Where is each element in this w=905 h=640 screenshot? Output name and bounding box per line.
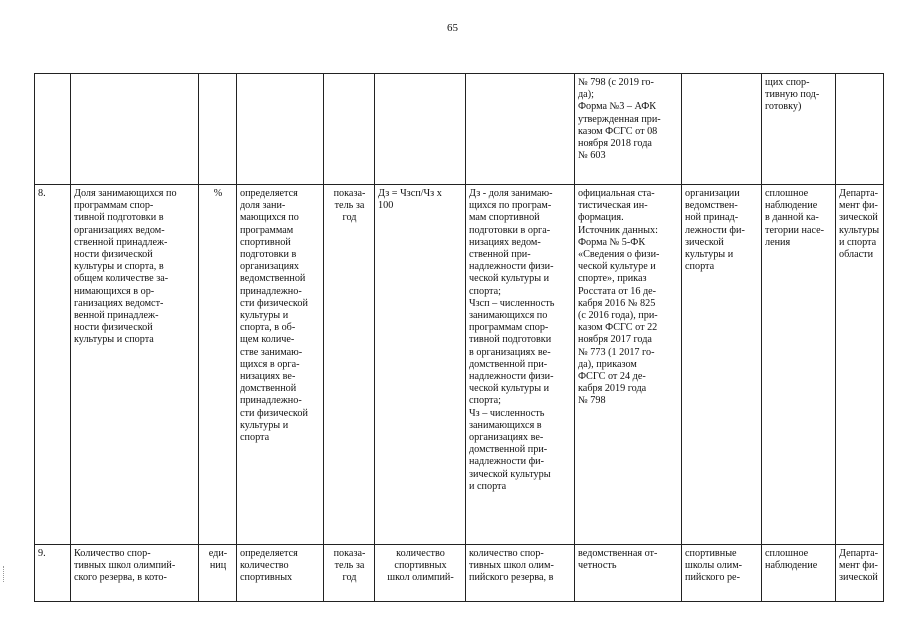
cell-responsible: Департа- мент фи- зической культуры и спорта области xyxy=(836,185,884,545)
cell-respondents: организации ведомствен- ной принад- лежности фи- зической культуры и спорта xyxy=(682,185,762,545)
scan-margin-mark xyxy=(3,566,7,582)
cell-source: № 798 (с 2019 го- да); Форма №3 – АФК утвержденная при- казом ФСГС от 08 ноября 2018 года № 603 xyxy=(575,74,682,185)
cell-observation: сплошное наблюдение xyxy=(762,545,836,602)
cell-num: 8. xyxy=(35,185,71,545)
cell-respondents: спортивные школы олим- пийского ре- xyxy=(682,545,762,602)
cell-definition: определяется доля зани- мающихся по программам спортивной подготовки в организациях ведомственной принадлежно- сти физической культуры и спорта, в об- щем количе- стве занимаю- щихся в орга- низациях ве- домственной принадлежно- сти физической культуры и спорта xyxy=(237,185,324,545)
table-row-8 xyxy=(35,185,884,545)
cell-num xyxy=(35,74,71,185)
cell-observation: сплошное наблюдение в данной ка- тегории насе- ления xyxy=(762,185,836,545)
page-number: 65 xyxy=(447,22,458,34)
cell-source: ведомственная от- четность xyxy=(575,545,682,602)
cell-name xyxy=(71,74,199,185)
cell-variables: Дз - доля занимаю- щихся по програм- мам спортивной подготовки в орга- низациях ведом- ственной при- надлежности физи- ческой культуры и спорта; Чзсп – численность занимающихся по программам спор- тивной подготовки в организациях ве- домственной при- надлежности физи- ческой культуры и спорта; Чз – численность занимающихся в организациях ве- домственной при- надлежности фи- зической культуры и спорта xyxy=(466,185,575,545)
cell-name: Доля занимающихся по программам спор- тивной подготовки в организациях ведом- ственной принадлеж- ности физической культуры и спорта, в общем количестве за- нимающихся в ор- ганизациях ведомст- венной принадлеж- ности физической культуры и спорта xyxy=(71,185,199,545)
cell-formula: Дз = Чзсп/Чз х 100 xyxy=(375,185,466,545)
cell-respondents xyxy=(682,74,762,185)
cell-unit xyxy=(199,74,237,185)
cell-responsible: Департа- мент фи- зической xyxy=(836,545,884,602)
cell-period: показа- тель за год xyxy=(324,545,375,602)
indicators-table xyxy=(34,73,884,602)
table-row-9 xyxy=(35,545,884,602)
cell-definition xyxy=(237,74,324,185)
cell-period xyxy=(324,74,375,185)
cell-definition: определяется количество спортивных xyxy=(237,545,324,602)
cell-variables: количество спор- тивных школ олим- пийского резерва, в xyxy=(466,545,575,602)
cell-name: Количество спор- тивных школ олимпий- ского резерва, в кото- xyxy=(71,545,199,602)
table-row-continuation xyxy=(35,74,884,185)
cell-variables xyxy=(466,74,575,185)
cell-responsible xyxy=(836,74,884,185)
cell-source: официальная ста- тистическая ин- формация. Источник данных: Форма № 5-ФК «Сведения о физи- ческой культуре и спорте», приказ Росстата от 16 де- кабря 2016 № 825 (с 2016 года), при- казом ФСГС от 22 ноября 2017 года № 773 (1 2017 го- да), приказом ФСГС от 24 де- кабря 2019 года № 798 xyxy=(575,185,682,545)
cell-formula xyxy=(375,74,466,185)
cell-period: показа- тель за год xyxy=(324,185,375,545)
cell-observation: щих спор- тивную под- готовку) xyxy=(762,74,836,185)
cell-unit: еди- ниц xyxy=(199,545,237,602)
cell-unit: % xyxy=(199,185,237,545)
cell-formula: количество спортивных школ олимпий- xyxy=(375,545,466,602)
cell-num: 9. xyxy=(35,545,71,602)
